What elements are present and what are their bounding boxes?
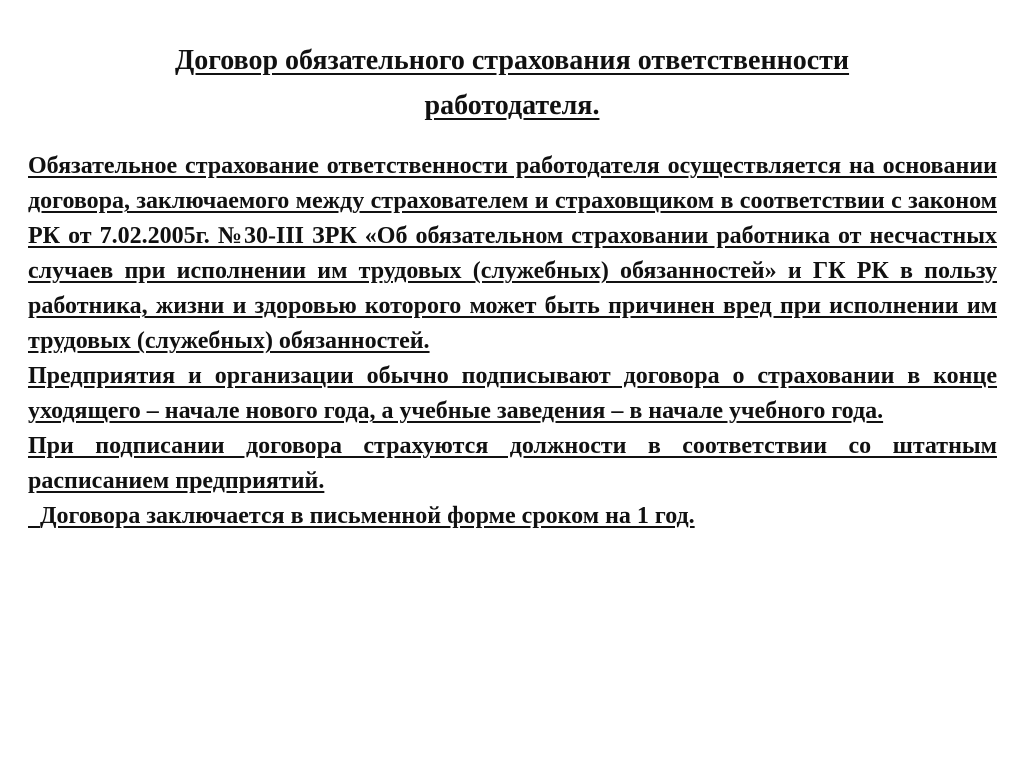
- paragraph-contract-term: Договора заключается в письменной форме сроком на 1 год.: [40, 503, 695, 529]
- paragraph-insurance-basis: Обязательное страхование ответственности работодателя осуществляется на основании договора, заключаемого между страхователем и страховщиком в соответствии с законом РК от 7.02.2005г. №30-III ЗРК «Об обязательном страховании работника от несчастных случаев при исполнении им трудовых (служебных) обязанностей» и ГК РК в пользу работника, жизни и здоровью которого может быть причинен вред при исполнении им трудовых (служебных) обязанностей.: [28, 153, 997, 354]
- paragraph-positions: При подписании договора страхуются должности в соответствии со штатным расписанием предприятий.: [28, 433, 997, 494]
- document-body: [28, 149, 997, 534]
- page-title: Договор обязательного страхования ответственности работодателя.: [174, 45, 850, 121]
- paragraph-signing-time: Предприятия и организации обычно подписывают договора о страховании в конце уходящего – начале нового года, а учебные заведения – в начале учебного года.: [28, 363, 997, 424]
